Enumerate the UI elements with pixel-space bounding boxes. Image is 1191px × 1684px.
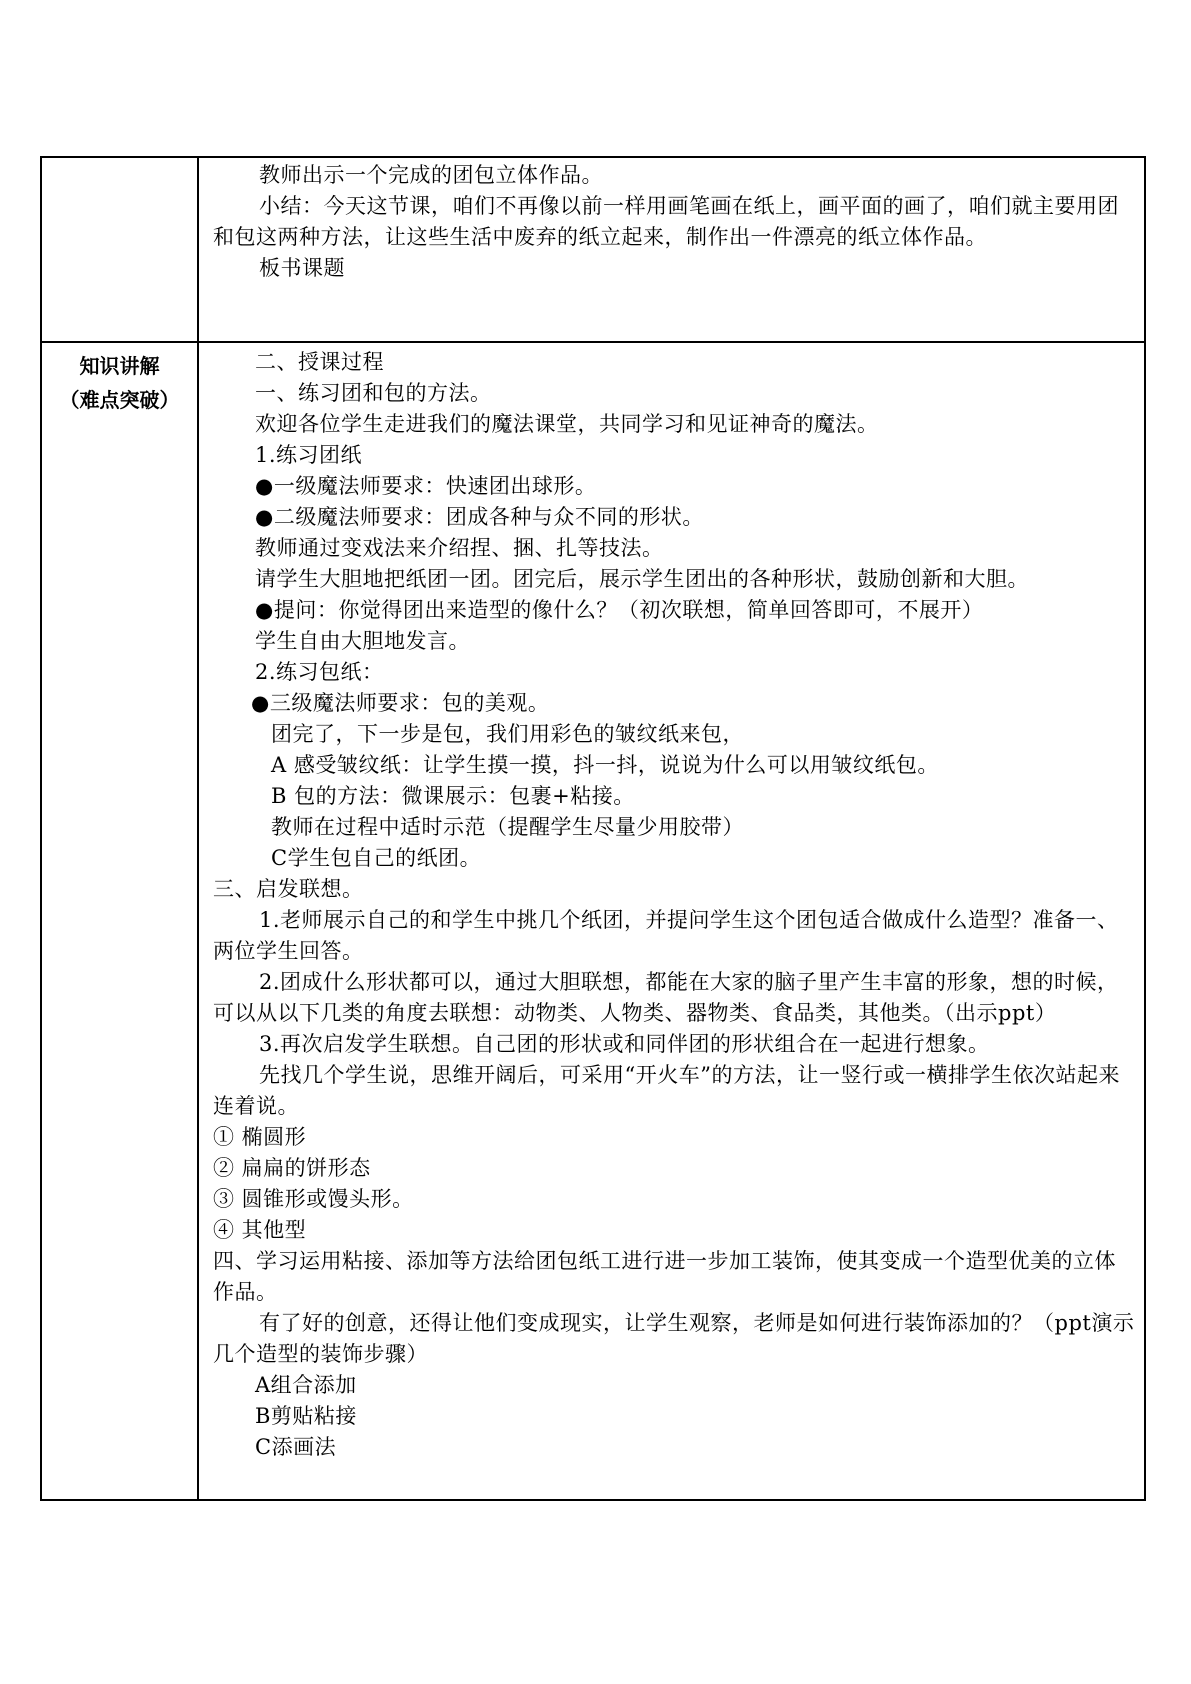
- list-item: ② 扁扁的饼形态: [213, 1156, 371, 1180]
- paragraph: A 感受皱纹纸：让学生摸一摸，抖一抖，说说为什么可以用皱纹纸包。: [271, 753, 939, 777]
- section-heading: 四、学习运用粘接、添加等方法给团包纸工进行进一步加工装饰，使其变成一个造型优美的立体作品。: [213, 1249, 1116, 1304]
- lesson-plan-table: [40, 156, 1146, 1501]
- list-item: ④ 其他型: [213, 1218, 307, 1242]
- paragraph: 2.团成什么形状都可以，通过大胆联想，都能在大家的脑子里产生丰富的形象，想的时候，可以从以下几类的角度去联想：动物类、人物类、器物类、食品类，其他类。（出示ppt）: [213, 970, 1119, 1025]
- paragraph: 学生自由大胆地发言。: [255, 629, 470, 653]
- list-item: A组合添加: [255, 1373, 357, 1397]
- paragraph: B 包的方法：微课展示：包裹+粘接。: [271, 784, 635, 808]
- paragraph: 3.再次启发学生联想。自己团的形状或和同伴团的形状组合在一起进行想象。: [259, 1032, 990, 1056]
- paragraph: 请学生大胆地把纸团一团。团完后，展示学生团出的各种形状，鼓励创新和大胆。: [255, 567, 1029, 591]
- paragraph: 1.老师展示自己的和学生中挑几个纸团，并提问学生这个团包适合做成什么造型？准备一、两位学生回答。: [213, 908, 1119, 963]
- table-row: [41, 157, 1145, 342]
- paragraph: 教师通过变戏法来介绍捏、捆、扎等技法。: [255, 536, 664, 560]
- list-item: ① 椭圆形: [213, 1125, 307, 1149]
- list-item: ③ 圆锥形或馒头形。: [213, 1187, 414, 1211]
- paragraph: 先找几个学生说，思维开阔后，可采用“开火车”的方法，让一竖行或一横排学生依次站起来连着说。: [213, 1063, 1120, 1118]
- row-label: 知识讲解: [79, 354, 160, 378]
- paragraph: ●二级魔法师要求：团成各种与众不同的形状。: [255, 505, 704, 529]
- paragraph: 板书课题: [259, 256, 345, 280]
- paragraph: 2.练习包纸：: [255, 660, 384, 684]
- paragraph: C学生包自己的纸团。: [271, 846, 482, 870]
- paragraph: 欢迎各位学生走进我们的魔法课堂，共同学习和见证神奇的魔法。: [255, 412, 879, 436]
- paragraph: 一、练习团和包的方法。: [255, 381, 492, 405]
- list-item: C添画法: [255, 1435, 337, 1459]
- paragraph: 教师在过程中适时示范（提醒学生尽量少用胶带）: [271, 815, 744, 839]
- paragraph: ●三级魔法师要求：包的美观。: [251, 691, 550, 715]
- row-content-cell: [198, 157, 1145, 342]
- list-item: B剪贴粘接: [255, 1404, 357, 1428]
- paragraph: ●提问：你觉得团出来造型的像什么？（初次联想，简单回答即可，不展开）: [255, 598, 984, 622]
- section-heading: 三、启发联想。: [213, 877, 364, 901]
- table-row: [41, 342, 1145, 1500]
- paragraph: 团完了，下一步是包，我们用彩色的皱纹纸来包，: [271, 722, 744, 746]
- row-label-cell: [41, 342, 198, 1500]
- paragraph: ●一级魔法师要求：快速团出球形。: [255, 474, 597, 498]
- row-label-sub: （难点突破）: [59, 388, 180, 412]
- row-content-cell: [198, 342, 1145, 1500]
- row-label-cell: [41, 157, 198, 342]
- paragraph: 二、授课过程: [255, 350, 384, 374]
- paragraph: 有了好的创意，还得让他们变成现实，让学生观察，老师是如何进行装饰添加的？（ppt演示几个造型的装饰步骤）: [213, 1311, 1135, 1366]
- paragraph: 小结：今天这节课，咱们不再像以前一样用画笔画在纸上，画平面的画了，咱们就主要用团和包这两种方法，让这些生活中废弃的纸立起来，制作出一件漂亮的纸立体作品。: [213, 194, 1119, 249]
- paragraph: 1.练习团纸: [255, 443, 363, 467]
- paragraph: 教师出示一个完成的团包立体作品。: [259, 163, 603, 187]
